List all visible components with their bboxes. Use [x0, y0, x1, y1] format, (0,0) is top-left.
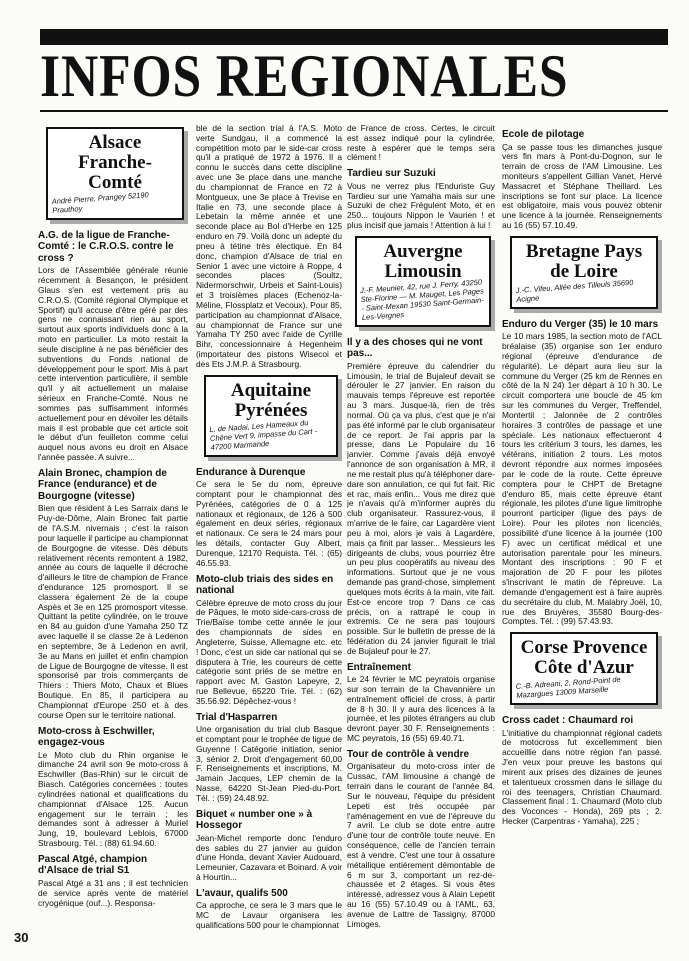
- article-title: Il y a des choses qui ne vont pas...: [347, 336, 483, 360]
- column-3: [347, 124, 495, 949]
- article-title: A.G. de la ligue de Franche-Comté : le C.R.O.S. contre le cross ?: [38, 229, 174, 264]
- article-body: Jean-Michel remporte donc l'enduro des sables du 27 janvier au guidon d'une Honda, devant Xavier Audouard, Lemeunier, Cazavara et Boinard. A voir à Hourtin...: [196, 832, 342, 883]
- article-title: Trial d'Hasparren: [196, 711, 278, 723]
- article-title: Enduro du Verger (35) le 10 mars: [502, 318, 659, 330]
- column-1: [38, 124, 188, 949]
- article-body: Ca approche, ce sera le 3 mars que le MC de Lavaur organisera les qualifications 500 pour le championnat: [196, 900, 342, 931]
- article-title: Endurance à Durenque: [196, 466, 306, 478]
- column-2: [196, 124, 342, 949]
- article-body: Le Moto club du Rhin organise le dimanche 24 avril son 9e moto-cross à Eschwiller (Bas-Rhin) sur le circuit de Biasch. Catégories concernées : toutes cylindrées national et qualifications du championnat d'Alsace 125. Aucun engagement sur le terrain ; les demandes sont à adresser à Muriel Jung, 19, boulevard Leblois, 67000 Strasbourg. Tél. : (88) 61.94.60.: [38, 749, 188, 849]
- article-title: Ecole de pilotage: [502, 129, 585, 140]
- article-body: Première épreuve du calendrier du Limousin, le trial de Bujaleuf devait se dérouler le 27 janvier. En raison du mauvais temps l'épreuve est reportée au 3 mars. Jusque-là, rien de très normal. Où ça va plus, c'est que je n'ai pas été informé par le club organisateur de ce report. Je l'ai appris par la presse, dans Le Populaire du 16 janvier. Comme j'avais déjà envoyé l'annonce de son organisation à MR, il ne me restait plus qu'à téléphoner dare-dare son annulation, ce qui fut fait. Ric et rac, mais enfin... Vous me direz que je n'avais qu'à m'informer auprès du club organisateur. Rassurez-vous, il m'arrive de le faire, car Lagardère vient peu à moi, alors je vais à Lagardère, mais ça finit par lasser... Messieurs les dirigeants de clubs, vous pourriez être un peu plus coopératifs au niveau des informations. Surtout que je ne vous demande pas grand-chose, simplement quelques mots écrits à la main, vite fait. Est-ce encore trop ? Dans ce cas précis, on a rattrapé le coup in extremis. Ce ne sera pas toujours possible. Sur le bulletin de presse de la fédération du 24 janvier figurait le trial de Bujaleuf pour le 27.: [347, 360, 495, 656]
- region-box-aquitaine: [204, 375, 338, 457]
- region-box-bretagne: [510, 236, 658, 309]
- article-title: Moto-club triais des sides en national: [196, 573, 334, 597]
- region-contact: C.-B. Adreani, 2, Rond-Point de Mazargues 13009 Marseille: [515, 674, 621, 701]
- article-body: Lors de l'Assemblée générale réunie récemment à Besançon, le président Glaus s'en est vertement pris au C.R.O.S. (Comité régional Olympique et Sportif) qu'il accuse d'être géré par des gens ne connaissant rien au sport, surtout aux sports individuels donc à la moto en particulier. La moto restait la seule discipline à ne pas bénéficier des subventions du Fonds national de développement pour le sport. Mis à part cette intervention particulière, il semble qu'il y ait actuellement un malaise sérieux en Franche-Comté. Nous ne sommes pas suffisamment informés actuellement pour en dévoiler les détails mais il est probable que cet article soit le début d'un feuilleton comme celui auquel nous avons eu droit en Alsace l'année passée. A suivre...: [38, 265, 188, 463]
- article-body: Célèbre épreuve de moto cross du jour de Pâques, le moto side-cars-cross de Trie/Baïse tombe cette année le jour des championnats de sides en Angleterre, Suisse, Allemagne etc. etc ! Donc, c'est un side car national qui se disputera à Trie, les coureurs de cette catégorie sont priés de se mettre en rapport avec M. Gaston Lapeyre, 2, rue Bellevue, 65220 Trie. Tél. : (62) 35.56.92. Dépêchez-vous !: [196, 597, 342, 706]
- article-body: Le 24 février le MC peyratois organise sur son terrain de la Chavannière un entraînement officiel de cross, à partir de 8 h 30. Il y aura des licences à la journée, et les pilotes étrangers au club devront payer 30 F. Renseignements : MC peyratois, 16 (55) 69.40.71.: [347, 674, 495, 744]
- article-title: Tour de contrôle à vendre: [347, 748, 470, 760]
- article-title: Pascal Atgé, champion d'Alsace de trial S1: [38, 853, 148, 877]
- article-body: L'initiative du championnat régional cadets de motocross fut excellemment bien accueillie dans notre région l'an passé. J'en veux pour preuve les bastons qui mirent aux prises des dizaines de jeunes et talentueux crossmen dans le sillage du roi des teenagers, Christian Chaumard. Classement final : 1. Chaumard (Moto club des Voconces - Honda), 269 pts ; 2. Hecker (Carpentras - Yamaha), 225 ;: [502, 727, 662, 826]
- article-title: Alain Bronec, champion de France (endurance) et de Bourgogne (vitesse): [38, 467, 167, 502]
- article-title: Tardieu sur Suzuki: [347, 168, 436, 180]
- article-body: Ce sera le 5e du nom, épreuve comptant pour le championnat des Pyrénées, catégories de 0 à 125 nationaux et régionaux, de 126 à 500 également en deux séries, régionaux et nationaux. Ce sera le 24 mars pour les détails, contacter Guy Albert, Durenque, 12170 Requista. Tél. : (65) 46.55.93.: [196, 479, 342, 568]
- page-title: INFOS REGIONALES: [40, 43, 569, 109]
- region-box-corse: [510, 632, 658, 705]
- article-title: L'avaur, qualifs 500: [196, 887, 288, 899]
- article-body: Vous ne verrez plus l'Enduriste Guy Tardieu sur une Yamaha mais sur une Suzuki de chez Frégulent Moto, et en 250... toujours Nippon le Vaurien ! et plus incisif que jamais ! Attention à lui !: [347, 180, 495, 231]
- article-body: Pascal Atgé a 31 ans ; il est technicien de service après vente de matériel cryogénique (ouf...). Responsa-: [38, 877, 188, 908]
- header-rule: [40, 110, 668, 112]
- region-contact: J.-F. Meunier, 42, rue J. Ferry, 43250 Ste-Florine — M. Mauget, Les Pages - Saint-Mexan 19530 Saint-Germain-Les-Vergnes: [359, 277, 485, 322]
- article-body: Une organisation du trial club Basque et comptant pour le trophée de ligue de Guyenne ! Catégorie initiation, senior 3, sénior 2. Droit d'engagement 60,00 F. Renseignements et inscriptions, M. Jamain Jacques, LEP chemin de la Nasse, 64220 St-Jean Pied-du-Port. Tél. : (59) 24.48.92.: [196, 724, 342, 803]
- region-contact: J.-C. Vifeu, Allée des Tilleuls 35690 Acigne: [515, 277, 634, 304]
- article-title: Biquet « number one » à Hossegor: [196, 808, 313, 832]
- article-title: Entraînement: [347, 661, 411, 673]
- article-title: Cross cadet : Chaumard roi: [502, 715, 634, 727]
- article-body: de France de cross. Certes, le circuit est assez indiqué pour la cylindrée, reste à espérer que le temps sera clément !: [347, 124, 495, 163]
- article-title: Moto-cross à Eschwiller, engagez-vous: [38, 725, 155, 749]
- article-body: ble de la section trial à l'A.S. Moto verte Sundgau, il a commencé la compétition moto par le side-car cross qu'il a pratiqué de 1972 à 1976. Il a connu le succès dans cette discipline avec une 3e place dans une manche du championnat de France en 72 à Montgueux, une 3e place à Trevise en Italie en 73, une seconde place à Lebetain la même année et une seconde place au Bol d'Herbe en 125 enduro en 79. Voilà donc un adepte du pneu à tétine très électique. En 84 donc, champion d'Alsace de trial en Senior 1 avec une victoire à Roppe, 4 secondes places (Soultz, Nidermorschwir, Urbeis et Saint-Louis) et 3 troisièmes places (Echenoz-la-Méline, Flossplatz et Vecoux). Pour 85, participation au championnat d'Alsace, au championnat de France sur une Yamaha TY 250 avec l'aide de Cyrille Bihr, concessionnaire à Hegenheim (importateur des pistons Wisecoi et des Ets J.M.P. à Strasbourg.: [196, 124, 342, 369]
- region-title: Bretagne Pays de Loire: [525, 240, 643, 282]
- region-box-auvergne: [355, 236, 491, 327]
- page-number: 30: [14, 930, 29, 945]
- column-4: [502, 124, 662, 949]
- article-body: Bien que résident à Les Sarraix dans le Puy-de-Dôme, Alain Bronec fait partie de l'A.S.M. nivernais ; c'est la raison pour laquelle il participe au championnat de Bourgogne de vitesse. Dès débuts relativement récents remontent à 1982, année au cours de laquelle il décroche d'ailleurs le titre de champion de France d'endurance 125 promosport. Il se classera également 2e de la coupe Aspès et 3e en 125 promosport vitesse. Quittant la petite cylindrée, on le trouve en 84 au guidon d'une Yamaha 250 TZ avec laquelle il se classe 2e à Ledenon en septembre, 3e à Ledenon en avril, 3e au Mans en juillet et enfin champion de Ligue de Bourgogne de vitesse. Il est sponsorisé par trois commerçants de Thiers : Thiers Moto, Chaux et Blues Boutique. En 85, il participera au Championnat d'Europe 250 et à des course Open sur le territoire national.: [38, 503, 188, 720]
- region-title: Alsace Franche-Comté: [78, 132, 152, 193]
- article-body: Ça se passe tous les dimanches jusque vers fin mars à Pont-du-Dognon, sur le terrain de cross de l'AM Limousine. Les moniteurs s'appellent Gillian Vanet, Hervé Massacret et Stéphane Theillard. Les inscriptions se font sur place. La licence est obligatoire, mais vous pouvez obtenir une licence à la journée. Renseignements au 16 (55) 57.10.49.: [502, 141, 662, 231]
- region-title: Corse Provence Côte d'Azur: [520, 637, 648, 679]
- article-body: Le 10 mars 1985, la section moto de l'ACL bréalaise (35) organise son 1er enduro régional (épreuve d'endurance de régularité). Le départ aura lieu sur la commune du Verger (25 km de Rennes en côté de la N 24) 1er départ à 10 h 30. Le circuit comportera une boucle de 45 km sur les communes du Verger, Treffendel, Montertil ; Jalonnée de 2 contrôles horaires 3 contrôles de passage et une spéciale. Les nationaux effectueront 4 tours les critérium 3 tours, les dames, les vétérans, initiation 2 tours. Les motos devront répondre aux normes imposées par le code de la route. Cette épreuve comptera pour le CHPT de Bretagne d'enduro 85, mais cette épreuve étant régionale, les pilotes d'une ligue limitrophe pourront participer (ligue des pays de Loire). Pour les pilotes non licenciés, possibilité d'une licence à la journée (100 F) avec un certificat médical et une autorisation parentale pour les mineurs. Montant des inscriptions : 90 F et majoration de 20 F pour les pilotes s'inscrivant le matin de l'épreuve. La demande d'engagement est à faire auprès du secrétaire du club, M. Malabry Joël, 10, rue des Bruyères, 35580 Bourg-des-Comptes. Tél. : (99) 57.43.93.: [502, 331, 662, 627]
- article-body: Organisateur du moto-cross inter de Cussac, l'AM limousine a changé de terrain dans le courant de l'année 84. Sur le nouveau, l'équipe du président Lepeti est très occupée par l'aménagement en vue de l'épreuve du 7 avril. Le club se dote entre autre d'une tour de contrôle toute neuve. En conséquence, celle de l'ancien terrain est à vendre. C'est une tour à ossature métallique entièrement démontable de 6 m sur 3, comportant un rez-de-chaussée et 2 étages. Si vous êtes intéressé, adressez vous à Alain Lepetit au 16 (55) 57.10.49 ou à l'AML, 63, avenue de Lattre de Tassigny, 87000 Limoges.: [347, 761, 495, 929]
- region-contact: André Pierre, Prangey 52190 Prauthoy: [51, 190, 149, 215]
- region-title: Auvergne Limousin: [383, 240, 463, 282]
- region-contact: L. de Nadai, Les Hameaux du Chêne Vert 9, impasse du Cart - 47200 Marmande: [209, 417, 318, 452]
- region-box-alsace: [46, 127, 184, 220]
- region-title: Aquitaine Pyrénées: [230, 379, 312, 421]
